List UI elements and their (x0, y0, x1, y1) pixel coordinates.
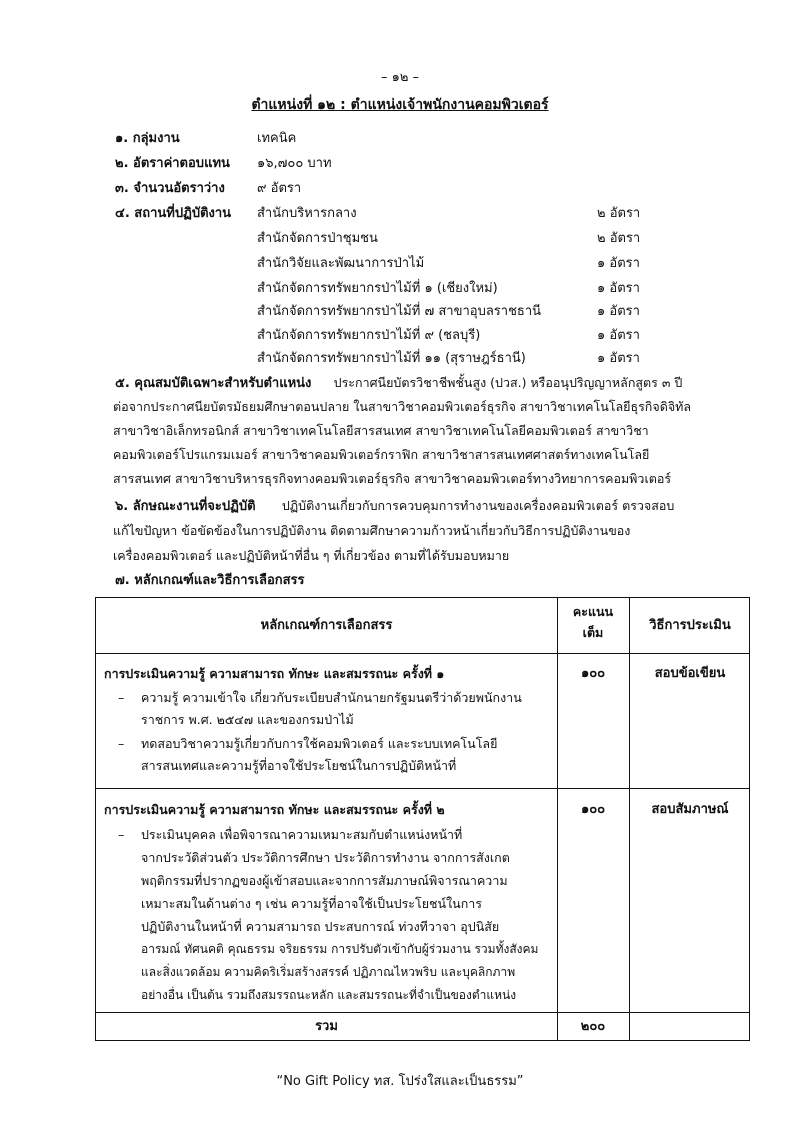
bullet-line: อารมณ์ ทัศนคติ คุณธรรม จริยธรรม การปรับตัวเข้ากับผู้ร่วมงาน รวมทั้งสังคม (141, 942, 539, 956)
field-value: เทคนิค (257, 131, 297, 146)
bullet-line: จากประวัติส่วนตัว ประวัติการศึกษา ประวัติการทำงาน จากการสังเกต (141, 850, 510, 865)
criteria-heading: ๗. หลักเกณฑ์และวิธีการเลือกสรร (115, 573, 305, 588)
location-count: ๑ อัตรา (597, 304, 640, 319)
row-title: การประเมินความรู้ ความสามารถ ทักษะ และสมรรถนะ ครั้งที่ ๒ (104, 802, 445, 817)
location-name: สำนักวิจัยและพัฒนาการป่าไม้ (257, 256, 425, 271)
bullet-line: ความรู้ ความเข้าใจ เกี่ยวกับระเบียบสำนักนายกรัฐมนตรีว่าด้วยพนักงาน (141, 690, 522, 705)
location-name: สำนักจัดการทรัพยากรป่าไม้ที่ ๙ (ชลบุรี) (257, 328, 481, 343)
location-count: ๒ อัตรา (597, 206, 641, 221)
bullet-dash: – (118, 690, 125, 705)
field-label: ๒. อัตราค่าตอบแทน (115, 156, 230, 171)
job-line: เครื่องคอมพิวเตอร์ และปฏิบัติหน้าที่อื่น ๆ ที่เกี่ยวข้อง ตามที่ได้รับมอบหมาย (113, 548, 510, 563)
table-divider (96, 788, 749, 789)
location-count: ๒ อัตรา (597, 231, 641, 246)
bullet-line: สารสนเทศและความรู้ที่อาจใช้ประโยชน์ในการปฏิบัติหน้าที่ (141, 758, 457, 773)
bullet-line: ราชการ พ.ศ. ๒๕๔๗ และของกรมป่าไม้ (141, 712, 354, 727)
field-label: ๑. กลุ่มงาน (115, 131, 180, 146)
bullet-line: พฤติกรรมที่ปรากฏของผู้เข้าสอบและจากการสัมภาษณ์พิจารณาความ (141, 873, 508, 888)
job-heading: ๖. ลักษณะงานที่จะปฏิบัติ (115, 499, 256, 514)
qualification-line: สารสนเทศ สาขาวิชาบริหารธุรกิจทางคอมพิวเตอร์ธุรกิจ สาขาวิชาคอมพิวเตอร์ทางวิทยาการคอมพิวเตอร์ (113, 471, 672, 486)
header-score-line1: คะแนน (572, 604, 614, 619)
location-count: ๑ อัตรา (597, 328, 640, 343)
location-name: สำนักจัดการทรัพยากรป่าไม้ที่ ๑ (เชียงใหม่) (257, 281, 498, 296)
table-divider (96, 653, 749, 654)
header-method: วิธีการประเมิน (649, 618, 731, 633)
field-value: ๑๖,๗๐๐ บาท (257, 156, 332, 171)
bullet-dash: – (118, 736, 125, 751)
footer-slogan: “No Gift Policy ทส. โปร่งใสและเป็นธรรม” (276, 1074, 524, 1089)
qualification-line: คอมพิวเตอร์โปรแกรมเมอร์ สาขาวิชาคอมพิวเตอร์กราฟิก สาขาวิชาสารสนเทศศาสตร์ทางเทคโนโลยี (113, 447, 650, 462)
field-label: ๔. สถานที่ปฏิบัติงาน (115, 206, 232, 221)
job-text: ปฏิบัติงานเกี่ยวกับการควบคุมการทำงานของเครื่องคอมพิวเตอร์ ตรวจสอบ (281, 498, 675, 513)
total-score: ๒๐๐ (580, 1019, 606, 1034)
page-title-text: ตำแหน่งที่ ๑๒ : ตำแหน่งเจ้าพนักงานคอมพิวเตอร์ (251, 97, 549, 113)
header-criteria: หลักเกณฑ์การเลือกสรร (260, 618, 393, 633)
bullet-line: อย่างอื่น เป็นต้น รวมถึงสมรรถนะหลัก และสมรรถนะที่จำเป็นของตำแหน่ง (141, 988, 517, 1002)
location-name: สำนักจัดการทรัพยากรป่าไม้ที่ ๑๑ (สุราษฎร์ธานี) (257, 351, 526, 366)
job-line (115, 495, 674, 517)
location-name: สำนักบริหารกลาง (257, 206, 357, 221)
header-score-line2: เต็ม (582, 625, 604, 640)
bullet-dash: – (118, 827, 125, 842)
job-line: แก้ไขปัญหา ข้อขัดข้องในการปฏิบัติงาน ติดตามศึกษาความก้าวหน้าเกี่ยวกับวิธีการปฏิบัติงานของ (113, 523, 631, 538)
location-count: ๑ อัตรา (597, 281, 640, 296)
qualification-line: สาขาวิชาอิเล็กทรอนิกส์ สาขาวิชาเทคโนโลยีสารสนเทศ สาขาวิชาเทคโนโลยีคอมพิวเตอร์ สาขาวิชา (113, 423, 649, 438)
location-count: ๑ อัตรา (597, 256, 640, 271)
bullet-line: ปฏิบัติงานในหน้าที่ ความสามารถ ประสบการณ์ ท่วงทีวาจา อุปนิสัย (141, 919, 500, 934)
page-number: – ๑๒ – (380, 70, 420, 85)
qualification-text: ประกาศนียบัตรวิชาชีพชั้นสูง (ปวส.) หรืออนุปริญญาหลักสูตร ๓ ปี (333, 375, 683, 390)
location-name: สำนักจัดการป่าชุมชน (257, 231, 378, 246)
field-value: ๙ อัตรา (257, 181, 302, 196)
location-name: สำนักจัดการทรัพยากรป่าไม้ที่ ๗ สาขาอุบลราชธานี (257, 304, 542, 319)
bullet-line: และสิ่งแวดล้อม ความคิดริเริ่มสร้างสรรค์ ปฏิภาณไหวพริบ และบุคลิกภาพ (141, 965, 516, 979)
row-score: ๑๐๐ (580, 802, 606, 817)
qualification-line: ต่อจากประกาศนียบัตรมัธยมศึกษาตอนปลาย ในสาขาวิชาคอมพิวเตอร์ธุรกิจ สาขาวิชาเทคโนโลยีธุรกิจดิจิทัล (113, 399, 692, 414)
qualification-line (115, 372, 682, 394)
row-score: ๑๐๐ (580, 666, 606, 681)
qualification-heading: ๕. คุณสมบัติเฉพาะสำหรับตำแหน่ง (115, 376, 312, 391)
row-method: สอบสัมภาษณ์ (651, 802, 729, 817)
page-title (0, 94, 800, 116)
row-title: การประเมินความรู้ ความสามารถ ทักษะ และสมรรถนะ ครั้งที่ ๑ (104, 666, 445, 681)
total-label: รวม (315, 1019, 338, 1034)
bullet-line: ทดสอบวิชาความรู้เกี่ยวกับการใช้คอมพิวเตอร์ และระบบเทคโนโลยี (141, 736, 498, 751)
bullet-line: ประเมินบุคคล เพื่อพิจารณาความเหมาะสมกับตำแหน่งหน้าที่ (141, 827, 463, 842)
location-count: ๑ อัตรา (597, 351, 640, 366)
bullet-line: เหมาะสมในด้านต่าง ๆ เช่น ความรู้ที่อาจใช้เป็นประโยชน์ในการ (141, 896, 483, 911)
field-label: ๓. จำนวนอัตราว่าง (115, 181, 225, 196)
table-divider (96, 1012, 749, 1013)
row-method: สอบข้อเขียน (654, 666, 726, 681)
criteria-table (95, 597, 750, 1041)
